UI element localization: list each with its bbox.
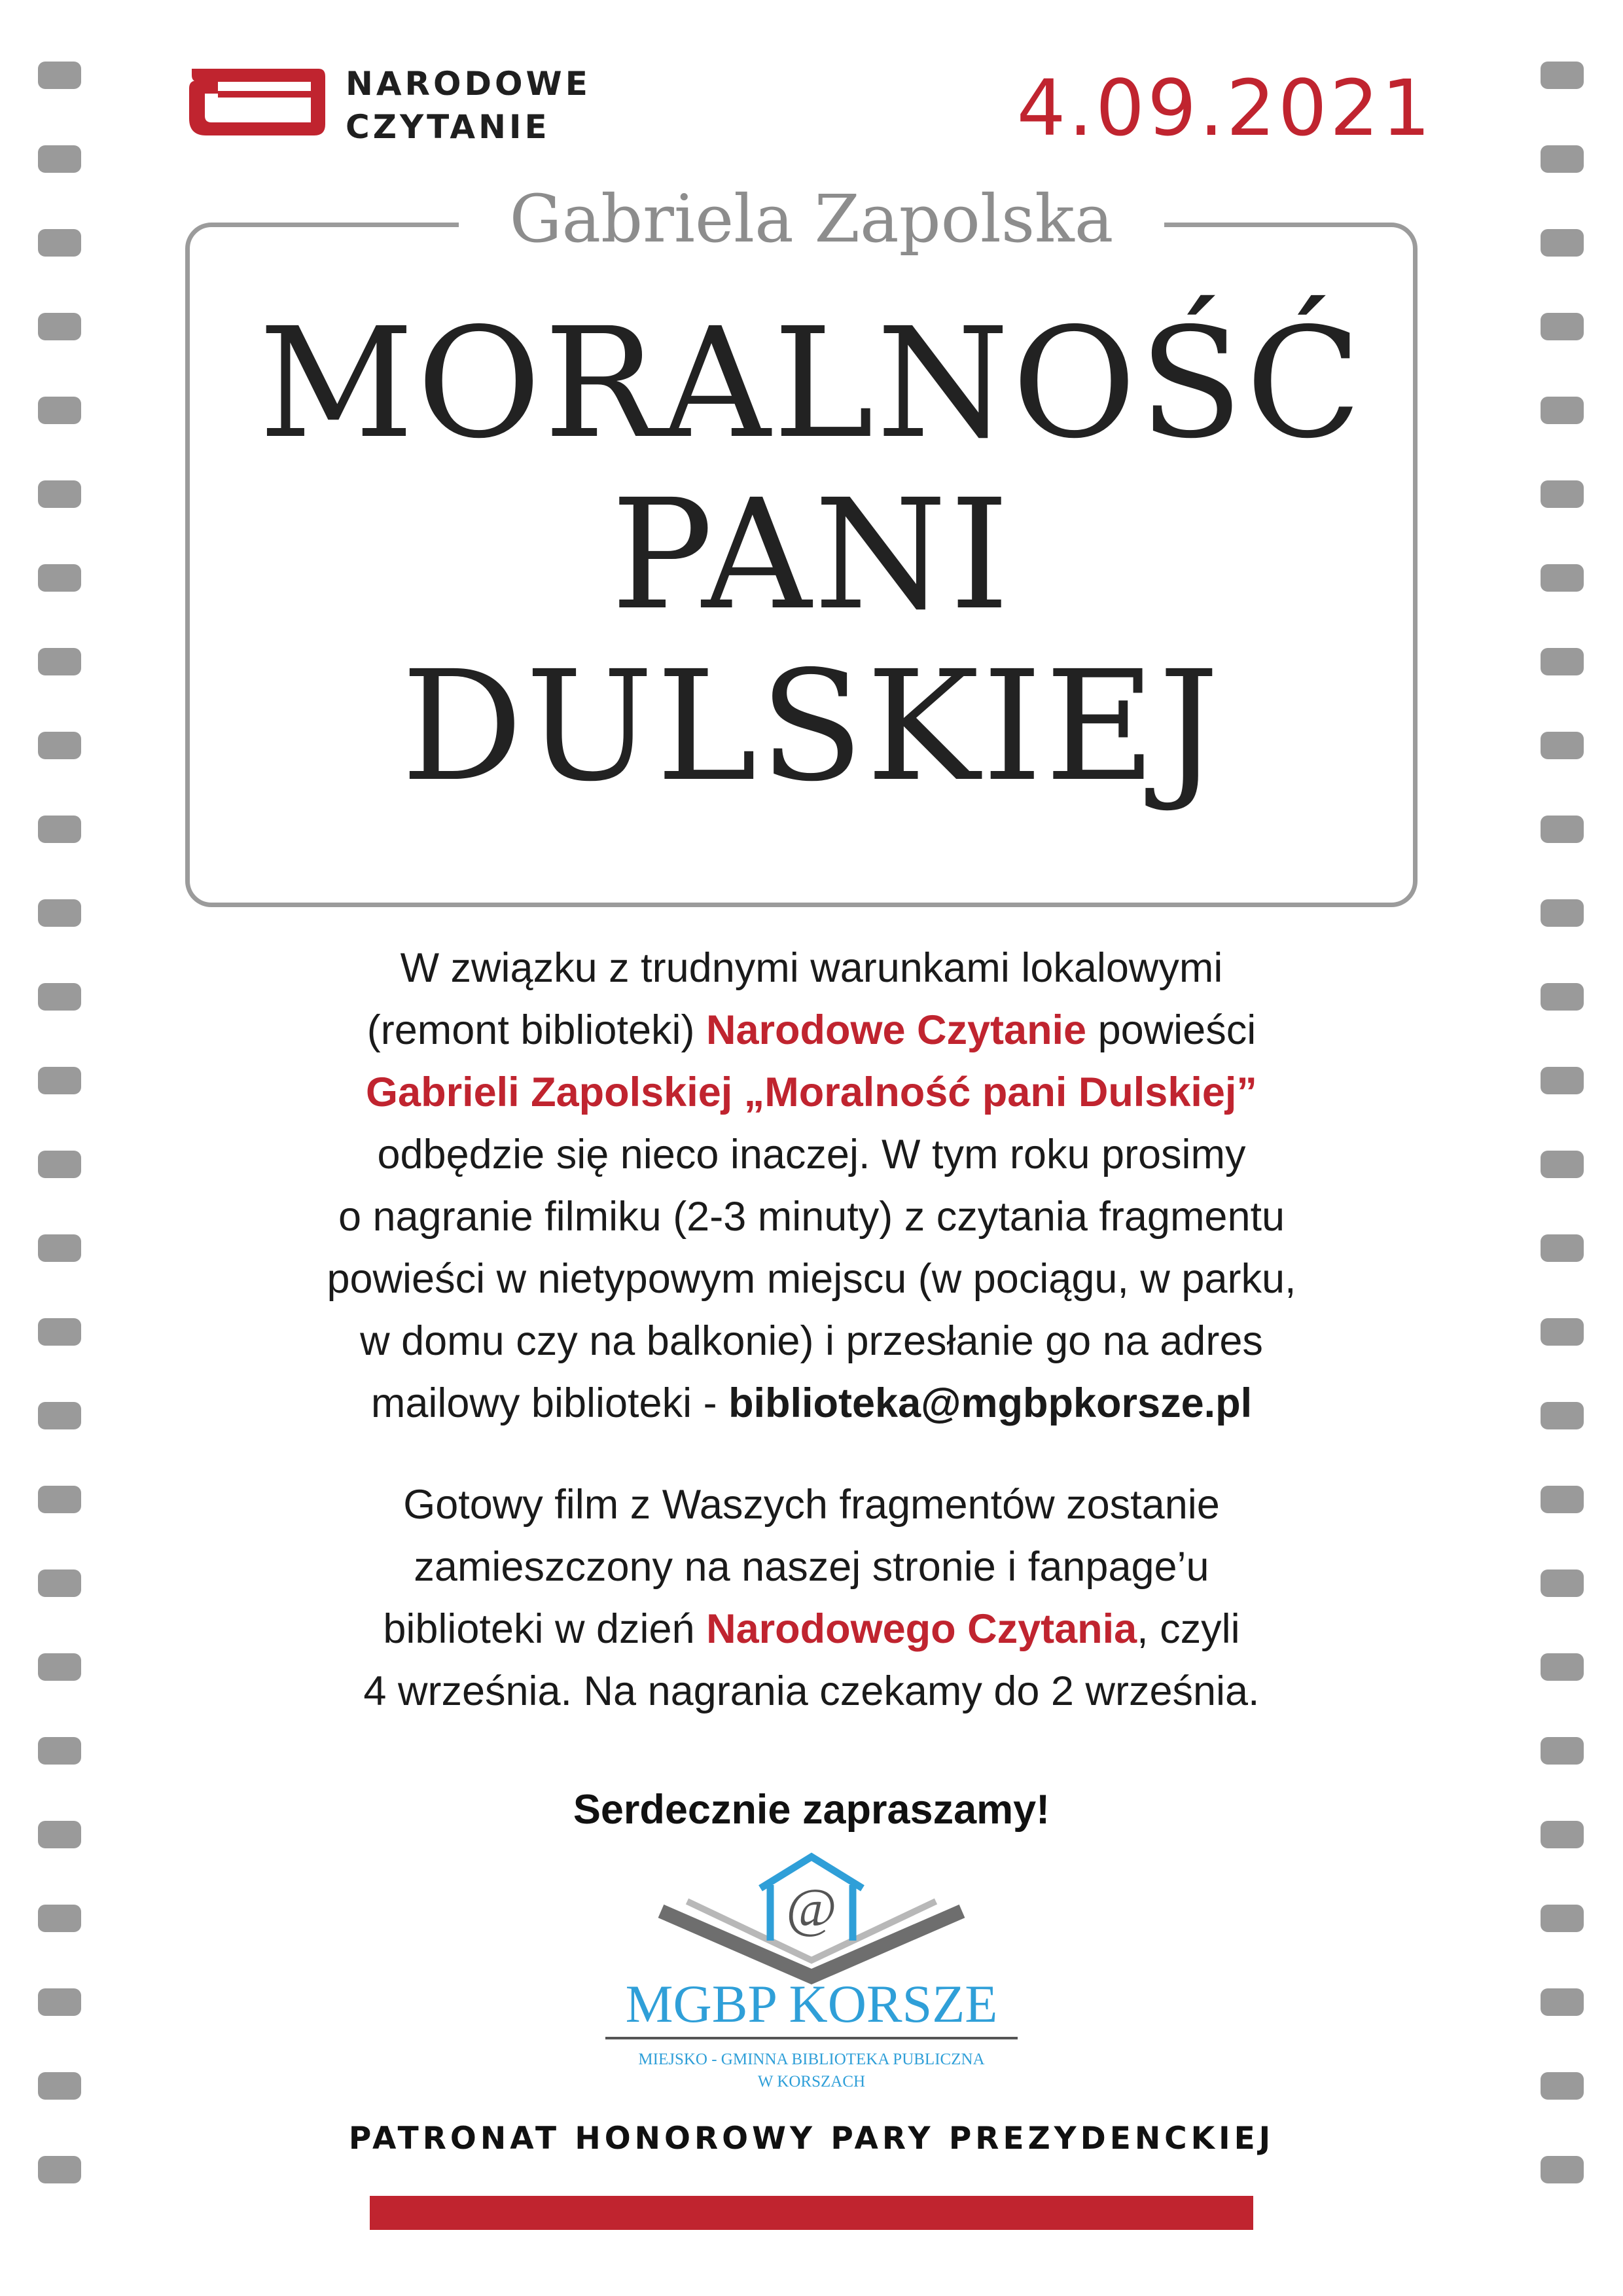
title-line-1: MORALNOŚĆ [259,295,1364,472]
film-perforation [1541,1486,1584,1513]
film-perforation [1541,2156,1584,2183]
text-segment: (remont biblioteki) [366,1007,706,1053]
logo-line-1: NARODOWE [346,65,591,103]
text-line [177,1186,1446,1248]
text-segment: 4 września. Na nagrania czekamy do 2 września. [363,1668,1260,1714]
text-line [177,937,1446,999]
film-perforation [1541,62,1584,89]
title-line-2: PANI [611,467,1012,643]
film-perforation [38,1570,81,1597]
text-line [177,1124,1446,1186]
film-perforation [1541,983,1584,1011]
film-perforation [38,983,81,1011]
text-line [177,999,1446,1062]
narodowe-czytanie-book-icon [180,62,330,144]
highlighted-text: Narodowe Czytanie [705,1007,1087,1053]
text-segment: W związku z trudnymi warunkami lokalowymi [400,945,1223,991]
film-perforation [38,145,81,173]
film-perforation [38,1737,81,1765]
highlighted-text: Gabrieli Zapolskiej „Moralność pani Dulskiej” [366,1069,1257,1115]
footer-red-bar [370,2196,1253,2230]
film-perforation [38,816,81,843]
film-perforation [38,899,81,927]
event-date: 4.09.2021 [1016,63,1433,153]
text-line [177,1536,1446,1598]
library-name: MGBP KORSZE [625,1974,998,2034]
book-title [0,295,1623,815]
text-segment: Gotowy film z Waszych fragmentów zostanie [403,1482,1220,1528]
text-segment: powieści [1086,1007,1257,1053]
text-line [177,1474,1446,1536]
film-perforation [1541,145,1584,173]
text-segment: , czyli [1137,1606,1240,1652]
book-author [0,177,1623,262]
text-segment: odbędzie się nieco inaczej. W tym roku prosimy [377,1132,1246,1177]
film-perforation [38,1402,81,1429]
film-perforation [38,1486,81,1513]
library-subtitle-line-1: MIEJSKO - GMINNA BIBLIOTEKA PUBLICZNA [638,2051,985,2068]
film-perforation [38,1067,81,1094]
text-line [177,1372,1446,1435]
film-perforation [1541,1905,1584,1932]
film-perforation [1541,816,1584,843]
text-line [177,1062,1446,1124]
announcement-text [177,937,1446,1723]
film-perforation [1541,1402,1584,1429]
highlighted-text: Narodowego Czytania [706,1606,1137,1652]
film-perforation [38,2156,81,2183]
text-segment: mailowy biblioteki - [370,1380,729,1426]
text-segment: powieści w nietypowym miejscu (w pociągu, w parku, [327,1256,1296,1302]
logo-line-2: CZYTANIE [346,108,550,146]
film-perforation [1541,899,1584,927]
text-line [177,1660,1446,1723]
film-perforation [38,62,81,89]
film-perforation [1541,1234,1584,1262]
film-perforation [1541,1570,1584,1597]
film-perforation [38,1151,81,1178]
library-divider [605,2037,1018,2039]
film-perforation [1541,1737,1584,1765]
film-perforation [38,1905,81,1932]
text-segment: w domu czy na balkonie) i przesłanie go na adres [360,1318,1263,1364]
film-perforation [1541,1318,1584,1346]
film-perforation [38,1234,81,1262]
paragraph-1 [177,937,1446,1435]
patronage-line: PATRONAT HONOROWY PARY PREZYDENCKIEJ [348,2121,1275,2157]
film-perforation [38,1653,81,1681]
film-perforation [1541,1067,1584,1094]
film-perforation [38,1318,81,1346]
paragraph-gap [177,1435,1446,1474]
book-author-text: Gabriela Zapolska [459,181,1165,257]
film-perforation [1541,1653,1584,1681]
narodowe-czytanie-wordmark [346,62,591,149]
highlighted-text: biblioteka@mgbpkorsze.pl [728,1380,1253,1426]
svg-text:@: @ [786,1878,837,1939]
paragraph-2 [177,1474,1446,1723]
text-segment: o nagranie filmiku (2-3 minuty) z czytania fragmentu [338,1194,1285,1240]
library-subtitle [0,2049,1623,2093]
library-subtitle-line-2: W KORSZACH [757,2073,866,2090]
text-segment: zamieszczony na naszej stronie i fanpage’u [414,1544,1209,1590]
text-line [177,1248,1446,1310]
invitation: Serdecznie zapraszamy! [573,1787,1050,1833]
text-line [177,1598,1446,1660]
film-perforation [1541,1151,1584,1178]
title-line-3: DULSKIEJ [401,638,1222,815]
text-segment: biblioteki w dzień [383,1606,707,1652]
text-line [177,1310,1446,1372]
